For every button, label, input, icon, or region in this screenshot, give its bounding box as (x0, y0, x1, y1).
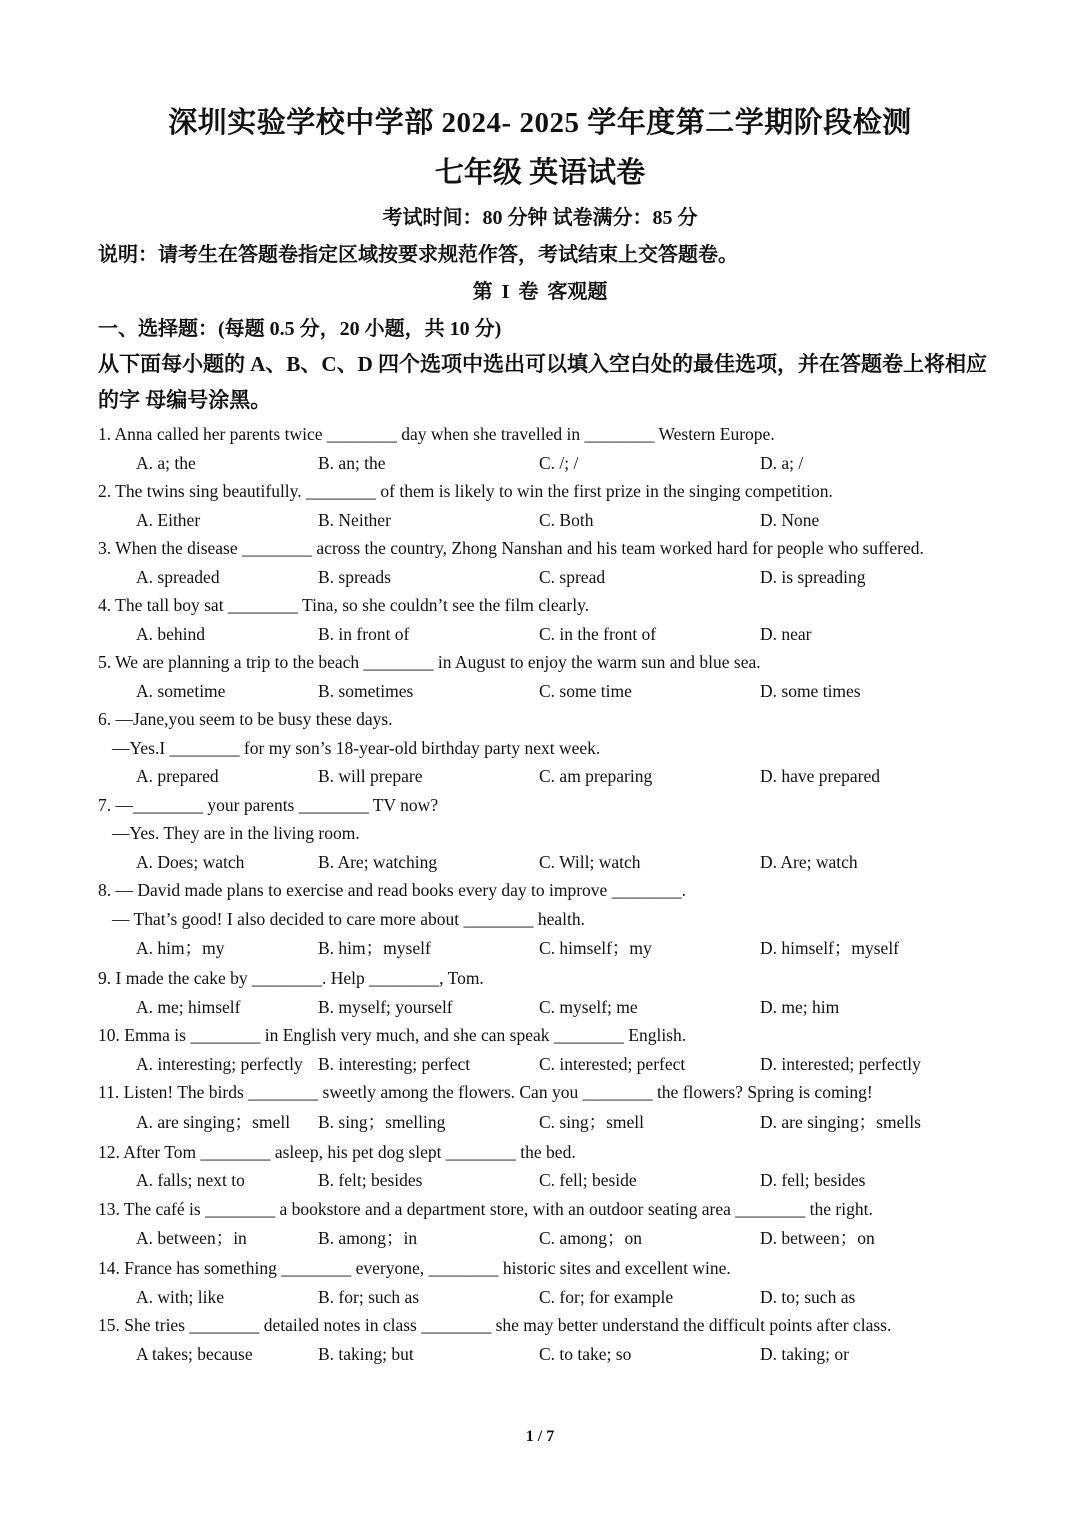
exam-info: 考试时间：80 分钟 试卷满分：85 分 (382, 207, 698, 229)
option-d: D. a; / (760, 452, 804, 473)
options-row (98, 449, 998, 478)
part-heading: 第 I 卷 客观题 (472, 281, 608, 303)
option-d: D. have prepared (760, 766, 881, 786)
options-row (98, 563, 998, 592)
option-c: C. some time (539, 680, 632, 701)
option-c: C. interested; perfect (539, 1053, 686, 1074)
option-b: B. in front of (318, 623, 410, 644)
option-b: B. among；in (318, 1228, 418, 1248)
option-b: B. felt; besides (318, 1170, 423, 1190)
question-stem: 10. Emma is ________ in English very much, and she can speak ________ English. (98, 1025, 687, 1045)
question-stem: 15. She tries ________ detailed notes in class ________ she may better understand the difficult points after class. (98, 1315, 892, 1335)
option-c: C. spread (539, 566, 606, 587)
question-stem: 4. The tall boy sat ________ Tina, so she couldn’t see the film clearly. (98, 595, 590, 615)
options-row (98, 933, 998, 964)
option-a: A. me; himself (136, 996, 241, 1017)
option-c: C. sing；smell (539, 1111, 645, 1132)
question-stem: 6. —Jane,you seem to be busy these days. (98, 709, 393, 729)
option-a: A. a; the (136, 452, 196, 473)
options-row (98, 1223, 998, 1254)
question-4 (98, 591, 998, 648)
option-c: C. myself; me (539, 996, 638, 1017)
option-a: A. with; like (136, 1286, 224, 1307)
option-d: D. Are; watch (760, 851, 858, 872)
option-d: D. me; him (760, 996, 840, 1017)
option-c: C. Both (539, 509, 594, 530)
question-reply: —Yes.I ________ for my son’s 18-year-old birthday party next week. (112, 737, 601, 758)
question-5 (98, 648, 998, 705)
options-row (98, 1107, 998, 1138)
options-row (98, 506, 998, 535)
option-b: B. myself; yourself (318, 996, 453, 1017)
options-row (98, 677, 998, 706)
option-d: D. near (760, 623, 812, 644)
option-b: B. him；myself (318, 938, 431, 958)
option-d: D. some times (760, 680, 861, 701)
option-b: B. will prepare (318, 766, 423, 786)
option-a: A. are singing；smell (136, 1111, 291, 1132)
question-stem: 8. — David made plans to exercise and read books every day to improve ________. (98, 880, 687, 900)
options-row (98, 620, 998, 649)
option-b: B. Neither (318, 509, 391, 530)
question-stem: 7. —________ your parents ________ TV now? (98, 794, 439, 815)
options-row (98, 1050, 998, 1079)
option-b: B. taking; but (318, 1343, 414, 1364)
option-a: A takes; because (136, 1343, 253, 1364)
question-12 (98, 1138, 998, 1195)
option-a: A. between；in (136, 1228, 247, 1248)
question-9 (98, 964, 998, 1021)
option-d: D. fell; besides (760, 1170, 866, 1190)
option-a: A. falls; next to (136, 1170, 245, 1190)
option-a: A. behind (136, 623, 206, 644)
option-c: C. fell; beside (539, 1170, 637, 1190)
question-stem: 9. I made the cake by ________. Help ________, Tom. (98, 968, 484, 988)
option-b: B. an; the (318, 452, 386, 473)
question-reply: —Yes. They are in the living room. (112, 823, 360, 843)
section-instructions: 从下面每小题的 A、B、C、D 四个选项中选出可以填入空白处的最佳选项，并在答题卷上将相应的字 母编号涂黑。 (98, 352, 987, 412)
question-7 (98, 791, 998, 877)
option-d: D. between；on (760, 1228, 875, 1248)
option-d: D. taking; or (760, 1343, 849, 1364)
option-b: B. sometimes (318, 680, 414, 701)
question-list (98, 420, 998, 1368)
options-row (98, 762, 998, 791)
question-3 (98, 534, 998, 591)
option-a: A. Does; watch (136, 851, 245, 872)
question-stem: 5. We are planning a trip to the beach ________ in August to enjoy the warm sun and blue sea. (98, 652, 761, 672)
option-d: D. is spreading (760, 566, 866, 587)
exam-subtitle: 七年级 英语试卷 (434, 157, 646, 189)
option-c: C. among；on (539, 1228, 643, 1248)
option-b: B. Are; watching (318, 851, 438, 872)
option-b: B. for; such as (318, 1286, 420, 1307)
exam-note: 说明：请考生在答题卷指定区域按要求规范作答，考试结束上交答题卷。 (98, 244, 738, 266)
option-d: D. interested; perfectly (760, 1053, 921, 1074)
section-heading: 一、选择题：(每题 0.5 分，20 小题，共 10 分) (98, 318, 502, 340)
question-6 (98, 705, 998, 791)
option-a: A. him；my (136, 938, 225, 958)
option-b: B. interesting; perfect (318, 1053, 471, 1074)
option-d: D. are singing；smells (760, 1111, 921, 1132)
option-c: C. in the front of (539, 623, 657, 644)
question-10 (98, 1021, 998, 1078)
exam-title: 深圳实验学校中学部 2024- 2025 学年度第二学期阶段检测 (168, 107, 912, 139)
option-c: C. /; / (539, 452, 579, 473)
option-d: D. to; such as (760, 1286, 856, 1307)
question-2 (98, 477, 998, 534)
option-c: C. am preparing (539, 766, 653, 786)
question-reply: — That’s good! I also decided to care more about ________ health. (112, 908, 586, 929)
option-a: A. spreaded (136, 566, 220, 587)
options-row (98, 1283, 998, 1312)
option-a: A. Either (136, 509, 201, 530)
option-c: C. for; for example (539, 1286, 674, 1307)
option-b: B. sing；smelling (318, 1111, 446, 1132)
question-stem: 14. France has something ________ everyone, ________ historic sites and excellent wine. (98, 1258, 731, 1278)
option-c: C. himself；my (539, 938, 652, 958)
options-row (98, 993, 998, 1022)
question-14 (98, 1254, 998, 1311)
page-number: 1 / 7 (525, 1428, 555, 1445)
question-13 (98, 1195, 998, 1255)
question-stem: 3. When the disease ________ across the country, Zhong Nanshan and his team worked hard for people who suffered. (98, 538, 924, 558)
option-a: A. interesting; perfectly (136, 1053, 303, 1074)
question-stem: 12. After Tom ________ asleep, his pet dog slept ________ the bed. (98, 1141, 576, 1162)
question-stem: 11. Listen! The birds ________ sweetly among the flowers. Can you ________ the flowers? Spring is coming! (98, 1082, 873, 1102)
option-d: D. himself；myself (760, 938, 900, 958)
question-stem: 2. The twins sing beautifully. ________ of them is likely to win the first prize in the singing competition. (98, 481, 833, 501)
option-c: C. to take; so (539, 1343, 632, 1364)
question-15 (98, 1311, 998, 1368)
question-8 (98, 876, 998, 964)
options-row (98, 848, 998, 877)
options-row (98, 1340, 998, 1369)
options-row (98, 1166, 998, 1195)
question-1 (98, 420, 998, 477)
option-b: B. spreads (318, 566, 391, 587)
option-d: D. None (760, 509, 820, 530)
question-stem: 1. Anna called her parents twice ________ day when she travelled in ________ Western Europe. (98, 424, 775, 444)
question-11 (98, 1078, 998, 1138)
option-c: C. Will; watch (539, 851, 641, 872)
option-a: A. prepared (136, 766, 219, 786)
question-stem: 13. The café is ________ a bookstore and a department store, with an outdoor seating area ________ the right. (98, 1198, 873, 1219)
option-a: A. sometime (136, 680, 226, 701)
